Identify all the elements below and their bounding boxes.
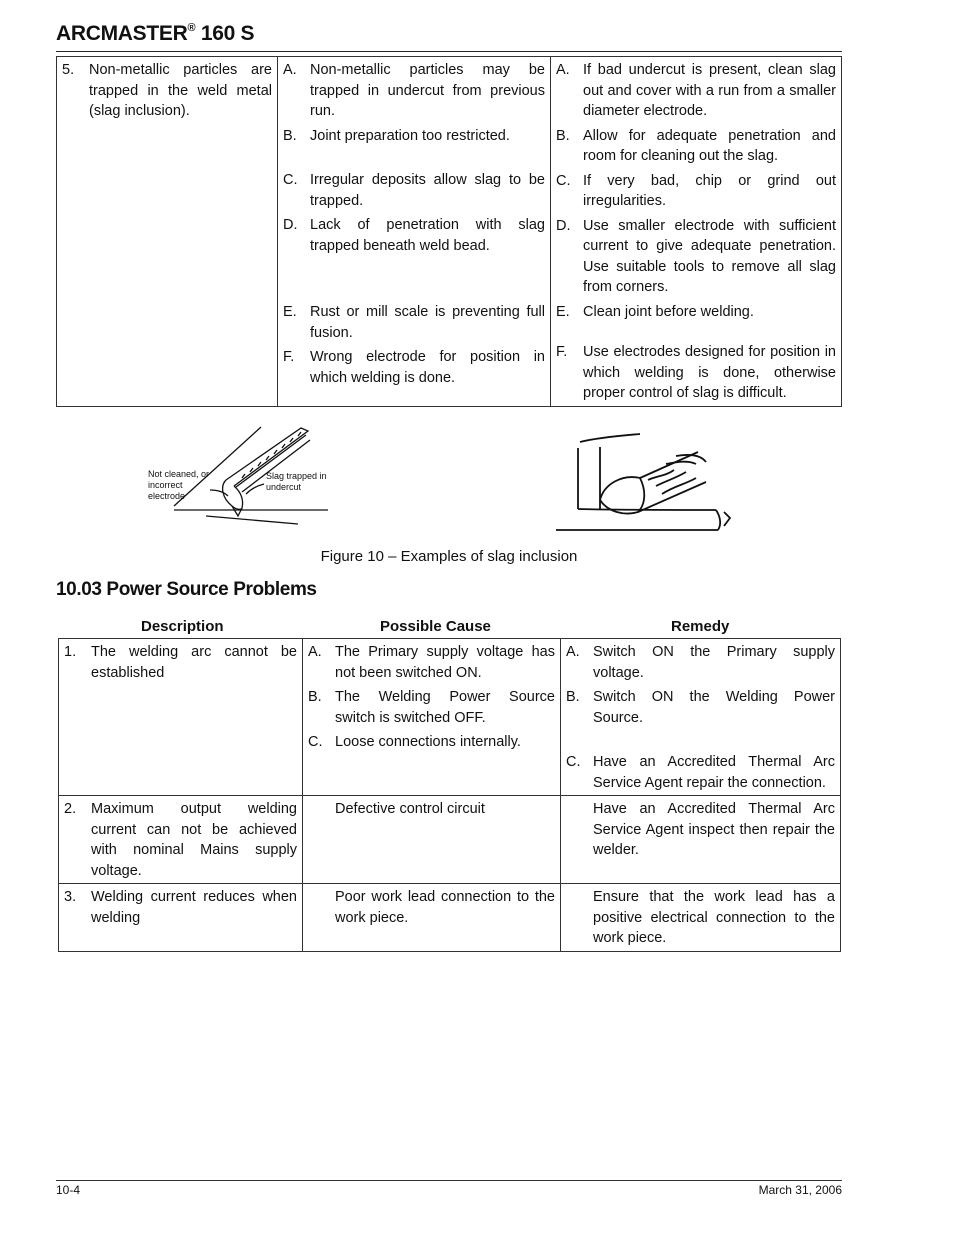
cause-text: Lack of penetration with slag trapped beneath weld bead.	[310, 217, 545, 254]
figure-label-right-line: undercut	[266, 482, 302, 492]
remedy-label: A.	[556, 62, 570, 78]
table-row	[57, 57, 842, 407]
slag-inclusion-figure	[56, 420, 842, 545]
slag-inclusion-table	[56, 56, 842, 407]
remedy-text: If very bad, chip or grind out irregularities.	[583, 172, 836, 209]
remedy-label: B.	[566, 689, 580, 705]
figure-caption: Figure 10 – Examples of slag inclusion	[320, 548, 578, 565]
brand-name: ARCMASTER	[56, 22, 188, 45]
remedy-text: Have an Accredited Thermal Arc Service Agent inspect then repair the welder.	[593, 801, 835, 858]
remedy-label: F.	[556, 344, 568, 360]
cause-text: Non-metallic particles may be trapped in undercut from previous run.	[310, 62, 545, 119]
description-text: Non-metallic particles are trapped in the weld metal (slag inclusion).	[89, 62, 272, 119]
cause-label: E.	[283, 304, 297, 320]
cause-text: Poor work lead connection to the work piece.	[335, 889, 555, 926]
remedy-label: C.	[566, 754, 581, 770]
item-number: 2.	[64, 801, 77, 817]
cause-label: D.	[283, 217, 298, 233]
description-text: Maximum output welding current can not be achieved with nominal Mains supply voltage.	[91, 801, 297, 879]
section-heading: 10.03 Power Source Problems	[56, 579, 317, 600]
fillet-weld-illustration	[556, 434, 730, 530]
remedy-text: Switch ON the Primary supply voltage.	[593, 644, 835, 681]
description-text: Welding current reduces when welding	[91, 889, 297, 926]
cause-label: C.	[283, 172, 298, 188]
column-header-remedy: Remedy	[671, 618, 730, 635]
table-row	[59, 639, 841, 796]
column-header-description: Description	[141, 618, 224, 635]
description-text: The welding arc cannot be established	[91, 644, 297, 681]
item-number: 3.	[64, 889, 77, 905]
cause-cell	[278, 57, 551, 407]
cause-text: Wrong electrode for position in which welding is done.	[310, 349, 545, 386]
remedy-label: D.	[556, 217, 571, 234]
remedy-cell	[561, 884, 841, 952]
remedy-text: If bad undercut is present, clean slag out and cover with a run from a smaller diameter electrode.	[583, 62, 836, 119]
cause-cell	[303, 796, 561, 884]
figure-label-left-line: incorrect	[148, 480, 183, 490]
table-row	[59, 884, 841, 952]
remedy-label: E.	[556, 303, 570, 320]
cause-text: Loose connections internally.	[335, 734, 521, 750]
cause-label: B.	[283, 127, 297, 144]
footer-rule	[56, 1180, 842, 1181]
remedy-label: C.	[556, 172, 571, 189]
remedy-text: Use electrodes designed for position in which welding is done, otherwise proper control of slag is difficult.	[583, 344, 836, 401]
remedy-text: Allow for adequate penetration and room for cleaning out the slag.	[583, 127, 836, 164]
cause-text: Irregular deposits allow slag to be trapped.	[310, 172, 545, 209]
remedy-text: Switch ON the Welding Power Source.	[593, 689, 835, 726]
remedy-cell	[561, 796, 841, 884]
cause-cell	[303, 639, 561, 796]
cause-text: The Primary supply voltage has not been switched ON.	[335, 644, 555, 681]
publication-date: March 31, 2006	[758, 1183, 842, 1197]
cause-text: Joint preparation too restricted.	[310, 127, 510, 144]
cause-label: A.	[283, 62, 297, 78]
model-name: 160 S	[195, 22, 255, 45]
description-cell	[59, 639, 303, 796]
table-row	[59, 796, 841, 884]
cause-cell	[303, 884, 561, 952]
cause-label: A.	[308, 644, 322, 660]
remedy-label: B.	[556, 127, 570, 144]
item-number: 5.	[62, 62, 75, 78]
figure-label-left-line: electrode	[148, 491, 186, 501]
description-cell	[59, 884, 303, 952]
description-cell	[57, 57, 278, 407]
cause-label: F.	[283, 349, 295, 365]
page-number: 10-4	[56, 1183, 81, 1197]
remedy-label: A.	[566, 644, 580, 660]
power-source-problems-table	[58, 638, 841, 952]
cause-text: Rust or mill scale is preventing full fusion.	[310, 304, 545, 341]
remedy-cell	[561, 639, 841, 796]
remedy-text: Ensure that the work lead has a positive electrical connection to the work piece.	[593, 889, 835, 946]
description-cell	[59, 796, 303, 884]
cause-text: The Welding Power Source switch is switched OFF.	[335, 689, 555, 726]
document-title	[56, 22, 254, 46]
title-rule	[56, 51, 842, 52]
remedy-text: Clean joint before welding.	[583, 303, 754, 320]
cause-label: B.	[308, 689, 322, 705]
remedy-text: Use smaller electrode with sufficient current to give adequate penetration. Use suitable tools to remove all slag from corners.	[583, 217, 836, 295]
column-header-cause: Possible Cause	[380, 618, 491, 635]
figure-label-right-line: Slag trapped in	[266, 471, 327, 481]
cause-label: C.	[308, 734, 323, 750]
item-number: 1.	[64, 644, 77, 660]
registered-mark: ®	[187, 22, 196, 34]
remedy-text: Have an Accredited Thermal Arc Service Agent repair the connection.	[593, 754, 835, 791]
figure-label-left-line: Not cleaned, or	[148, 469, 210, 479]
cause-text: Defective control circuit	[335, 801, 485, 817]
remedy-cell	[551, 57, 842, 407]
